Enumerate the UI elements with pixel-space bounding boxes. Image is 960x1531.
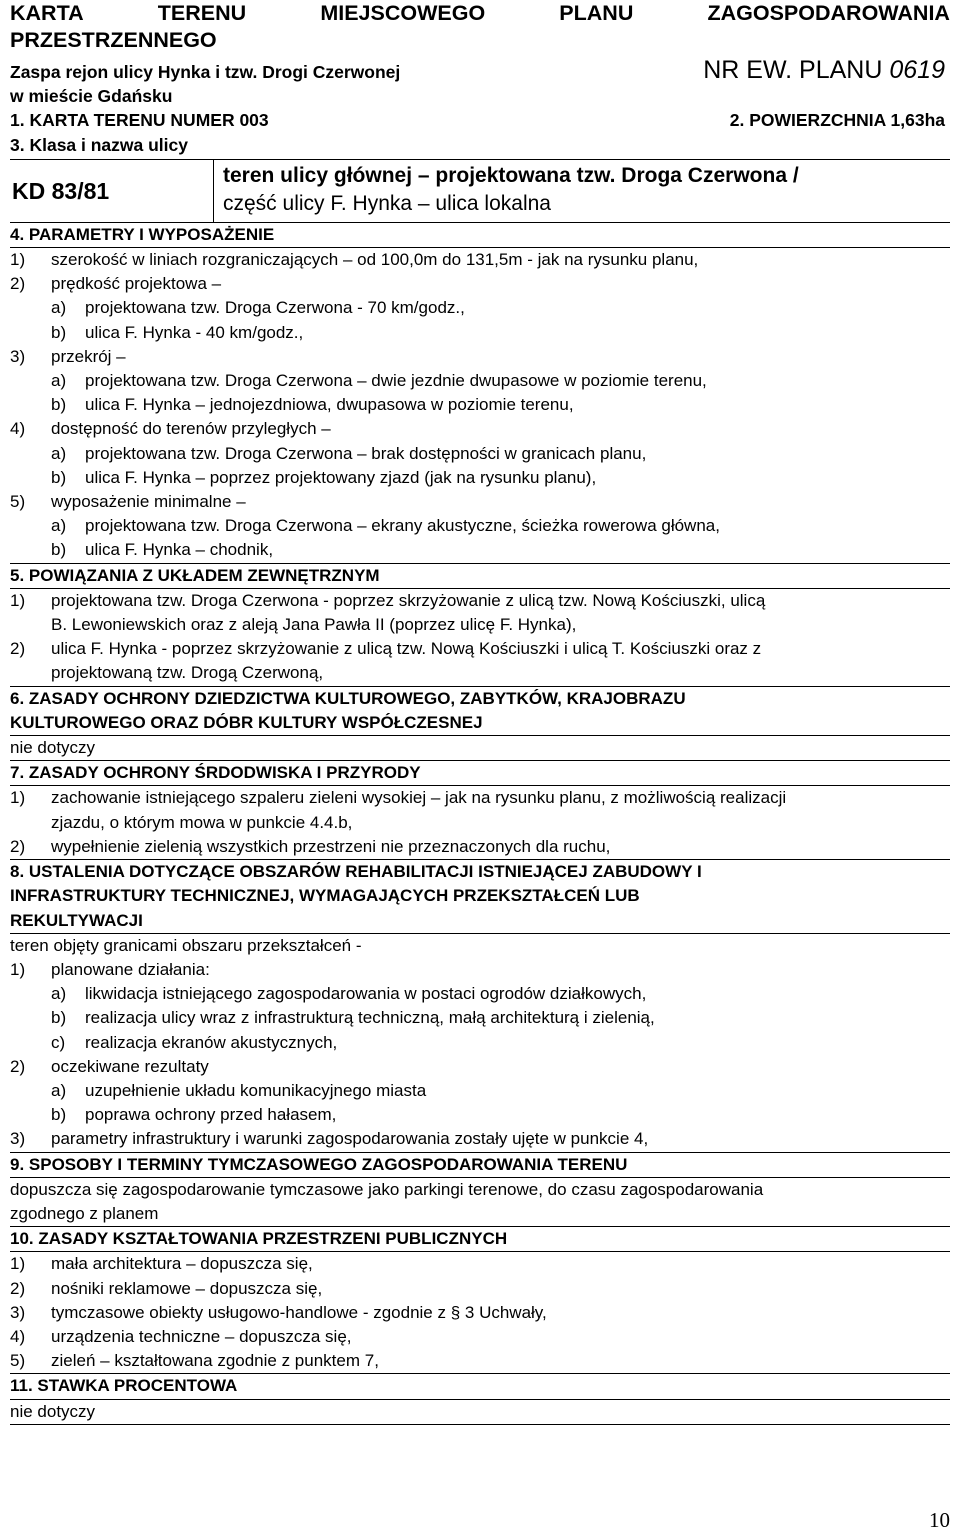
list-item: ulica F. Hynka – poprzez projektowany zjazd (jak na rysunku planu), [85,467,597,487]
section-8-title-line2: INFRASTRUKTURY TECHNICZNEJ, WYMAGAJĄCYCH PRZEKSZTAŁCEŃ LUB [10,886,640,906]
item-number: 2) [10,274,26,294]
list-item: mała architektura – dopuszcza się, [51,1254,313,1274]
list-item: projektowana tzw. Droga Czerwona – ekrany akustyczne, ścieżka rowerowa główna, [85,516,720,536]
list-item: urządzenia techniczne – dopuszcza się, [51,1326,352,1346]
list-item: parametry infrastruktury i warunki zagospodarowania zostały ujęte w punkcie 4, [51,1129,649,1149]
section-5-title: 5. POWIĄZANIA Z UKŁADEM ZEWNĘTRZNYM [10,564,950,589]
item-letter: a) [51,371,67,391]
section-9-title: 9. SPOSOBY I TERMINY TYMCZASOWEGO ZAGOSPODAROWANIA TERENU [10,1153,950,1178]
location-line2: w mieście Gdańsku [10,86,173,107]
section-8-title-line1: 8. USTALENIA DOTYCZĄCE OBSZARÓW REHABILITACJI ISTNIEJĄCEJ ZABUDOWY I [10,862,702,882]
list-item: ulica F. Hynka – chodnik, [85,540,274,560]
location-line1: Zaspa rejon ulicy Hynka i tzw. Drogi Czerwonej [10,62,401,82]
list-item: poprawa ochrony przed hałasem, [85,1105,337,1125]
item-letter: a) [51,516,67,536]
list-item: oczekiwane rezultaty [51,1056,209,1076]
list-item: zieleń – kształtowana zgodnie z punktem 7, [51,1351,379,1371]
list-item: realizacja ekranów akustycznych, [85,1032,338,1052]
list-item: tymczasowe obiekty usługowo-handlowe - zgodnie z § 3 Uchwały, [51,1302,547,1322]
item-letter: b) [51,1105,67,1125]
item-number: 2) [10,1278,26,1298]
section-9-text-line2: zgodnego z planem [10,1202,950,1227]
list-item: prędkość projektowa – [51,274,222,294]
title-word-1: KARTA [10,1,84,25]
list-item: uzupełnienie układu komunikacyjnego miasta [85,1080,427,1100]
list-item: planowane działania: [51,959,210,979]
list-item: nośniki reklamowe – dopuszcza się, [51,1278,323,1298]
card-title [10,0,950,27]
item-number: 2) [10,639,26,659]
item-number: 1) [10,590,26,610]
item-number: 5) [10,1351,26,1371]
kd-desc-line2: część ulicy F. Hynka – ulica lokalna [223,191,551,215]
list-item: wyposażenie minimalne – [51,492,246,512]
item-number: 4) [10,419,26,439]
list-item: likwidacja istniejącego zagospodarowania w postaci ogrodów działkowych, [85,984,647,1004]
page-number: 10 [929,1508,950,1531]
item-letter: b) [51,322,67,342]
item-number: 1) [10,1254,26,1274]
item-letter: a) [51,298,67,318]
item-letter: a) [51,984,67,1004]
list-item-continuation: zjazdu, o którym mowa w punkcie 4.4.b, [51,812,353,832]
section-6-title-line1: 6. ZASADY OCHRONY DZIEDZICTWA KULTUROWEGO, ZABYTKÓW, KRAJOBRAZU [10,688,686,708]
kd-box [10,159,950,223]
section-4-title: 4. PARAMETRY I WYPOSAŻENIE [10,223,950,248]
item-number: 4) [10,1326,26,1346]
item-letter: b) [51,1008,67,1028]
item-letter: b) [51,540,67,560]
section-9-text-line1: dopuszcza się zagospodarowanie tymczasowe jako parkingi terenowe, do czasu zagospodarowania [10,1179,764,1199]
section-10-title: 10. ZASADY KSZTAŁTOWANIA PRZESTRZENI PUBLICZNYCH [10,1227,950,1252]
item-letter: b) [51,467,67,487]
section-8-title-line3: REKULTYWACJI [10,909,950,934]
item-letter: c) [51,1032,66,1052]
item-number: 2) [10,1056,26,1076]
terrain-number: 1. KARTA TERENU NUMER 003 [10,110,269,131]
list-item: wypełnienie zielenią wszystkich przestrzeni nie przeznaczonych dla ruchu, [51,836,611,856]
document-page [10,0,950,1425]
item-number: 3) [10,1302,26,1322]
item-letter: a) [51,1080,67,1100]
section-8-intro: teren objęty granicami obszaru przekształceń - [10,935,362,955]
section-6-text: nie dotyczy [10,736,950,761]
item-number: 3) [10,1129,26,1149]
title-word-4: PLANU [559,1,634,25]
title-word-2: TERENU [157,1,247,25]
title-word-3: MIEJSCOWEGO [320,1,486,25]
list-item-continuation: projektowaną tzw. Drogą Czerwoną, [10,661,950,686]
class-label: 3. Klasa i nazwa ulicy [10,134,188,155]
item-number: 1) [10,959,26,979]
section-7-title: 7. ZASADY OCHRONY ŚRDODWISKA I PRZYRODY [10,761,950,786]
list-item: ulica F. Hynka – jednojezdniowa, dwupasowa w poziomie terenu, [85,395,574,415]
plan-number [703,56,945,84]
list-item-continuation: B. Lewoniewskich oraz z aleją Jana Pawła II (poprzez ulicę F. Hynka), [51,615,577,635]
list-item: projektowana tzw. Droga Czerwona - 70 km/godz., [85,298,465,318]
item-letter: a) [51,443,67,463]
kd-desc-line1: teren ulicy głównej – projektowana tzw. Droga Czerwona / [223,163,799,187]
section-6-title-line2: KULTUROWEGO ORAZ DÓBR KULTURY WSPÓŁCZESNEJ [10,711,950,736]
plan-number-value: 0619 [889,56,945,84]
item-number: 1) [10,250,26,270]
list-item: zachowanie istniejącego szpaleru zieleni wysokiej – jak na rysunku planu, z możliwością realizacji [51,788,787,808]
item-number: 3) [10,346,26,366]
list-item: przekrój – [51,346,126,366]
list-item: projektowana tzw. Droga Czerwona – brak dostępności w granicach planu, [85,443,647,463]
list-item: szerokość w liniach rozgraniczających – od 100,0m do 131,5m - jak na rysunku planu, [51,250,699,270]
list-item: ulica F. Hynka - 40 km/godz., [85,322,304,342]
plan-number-prefix: NR EW. PLANU [703,56,890,84]
list-item: projektowana tzw. Droga Czerwona - poprzez skrzyżowanie z ulicą tzw. Nową Kościuszki, ulicą [51,590,766,610]
item-number: 1) [10,788,26,808]
section-11-text: nie dotyczy [10,1400,950,1425]
item-letter: b) [51,395,67,415]
section-11-title: 11. STAWKA PROCENTOWA [10,1374,950,1399]
item-number: 2) [10,836,26,856]
kd-code: KD 83/81 [10,160,214,222]
list-item: ulica F. Hynka - poprzez skrzyżowanie z ulicą tzw. Nową Kościuszki i ulicą T. Kościuszki oraz z [51,639,762,659]
title-word-5: ZAGOSPODAROWANIA [707,1,950,25]
list-item: projektowana tzw. Droga Czerwona – dwie jezdnie dwupasowe w poziomie terenu, [85,371,707,391]
item-number: 5) [10,492,26,512]
list-item: dostępność do terenów przyległych – [51,419,331,439]
list-item: realizacja ulicy wraz z infrastrukturą techniczną, małą architekturą i zielenią, [85,1008,655,1028]
card-title-line2: PRZESTRZENNEGO [10,28,217,52]
kd-description [214,160,799,222]
area: 2. POWIERZCHNIA 1,63ha [729,110,945,131]
